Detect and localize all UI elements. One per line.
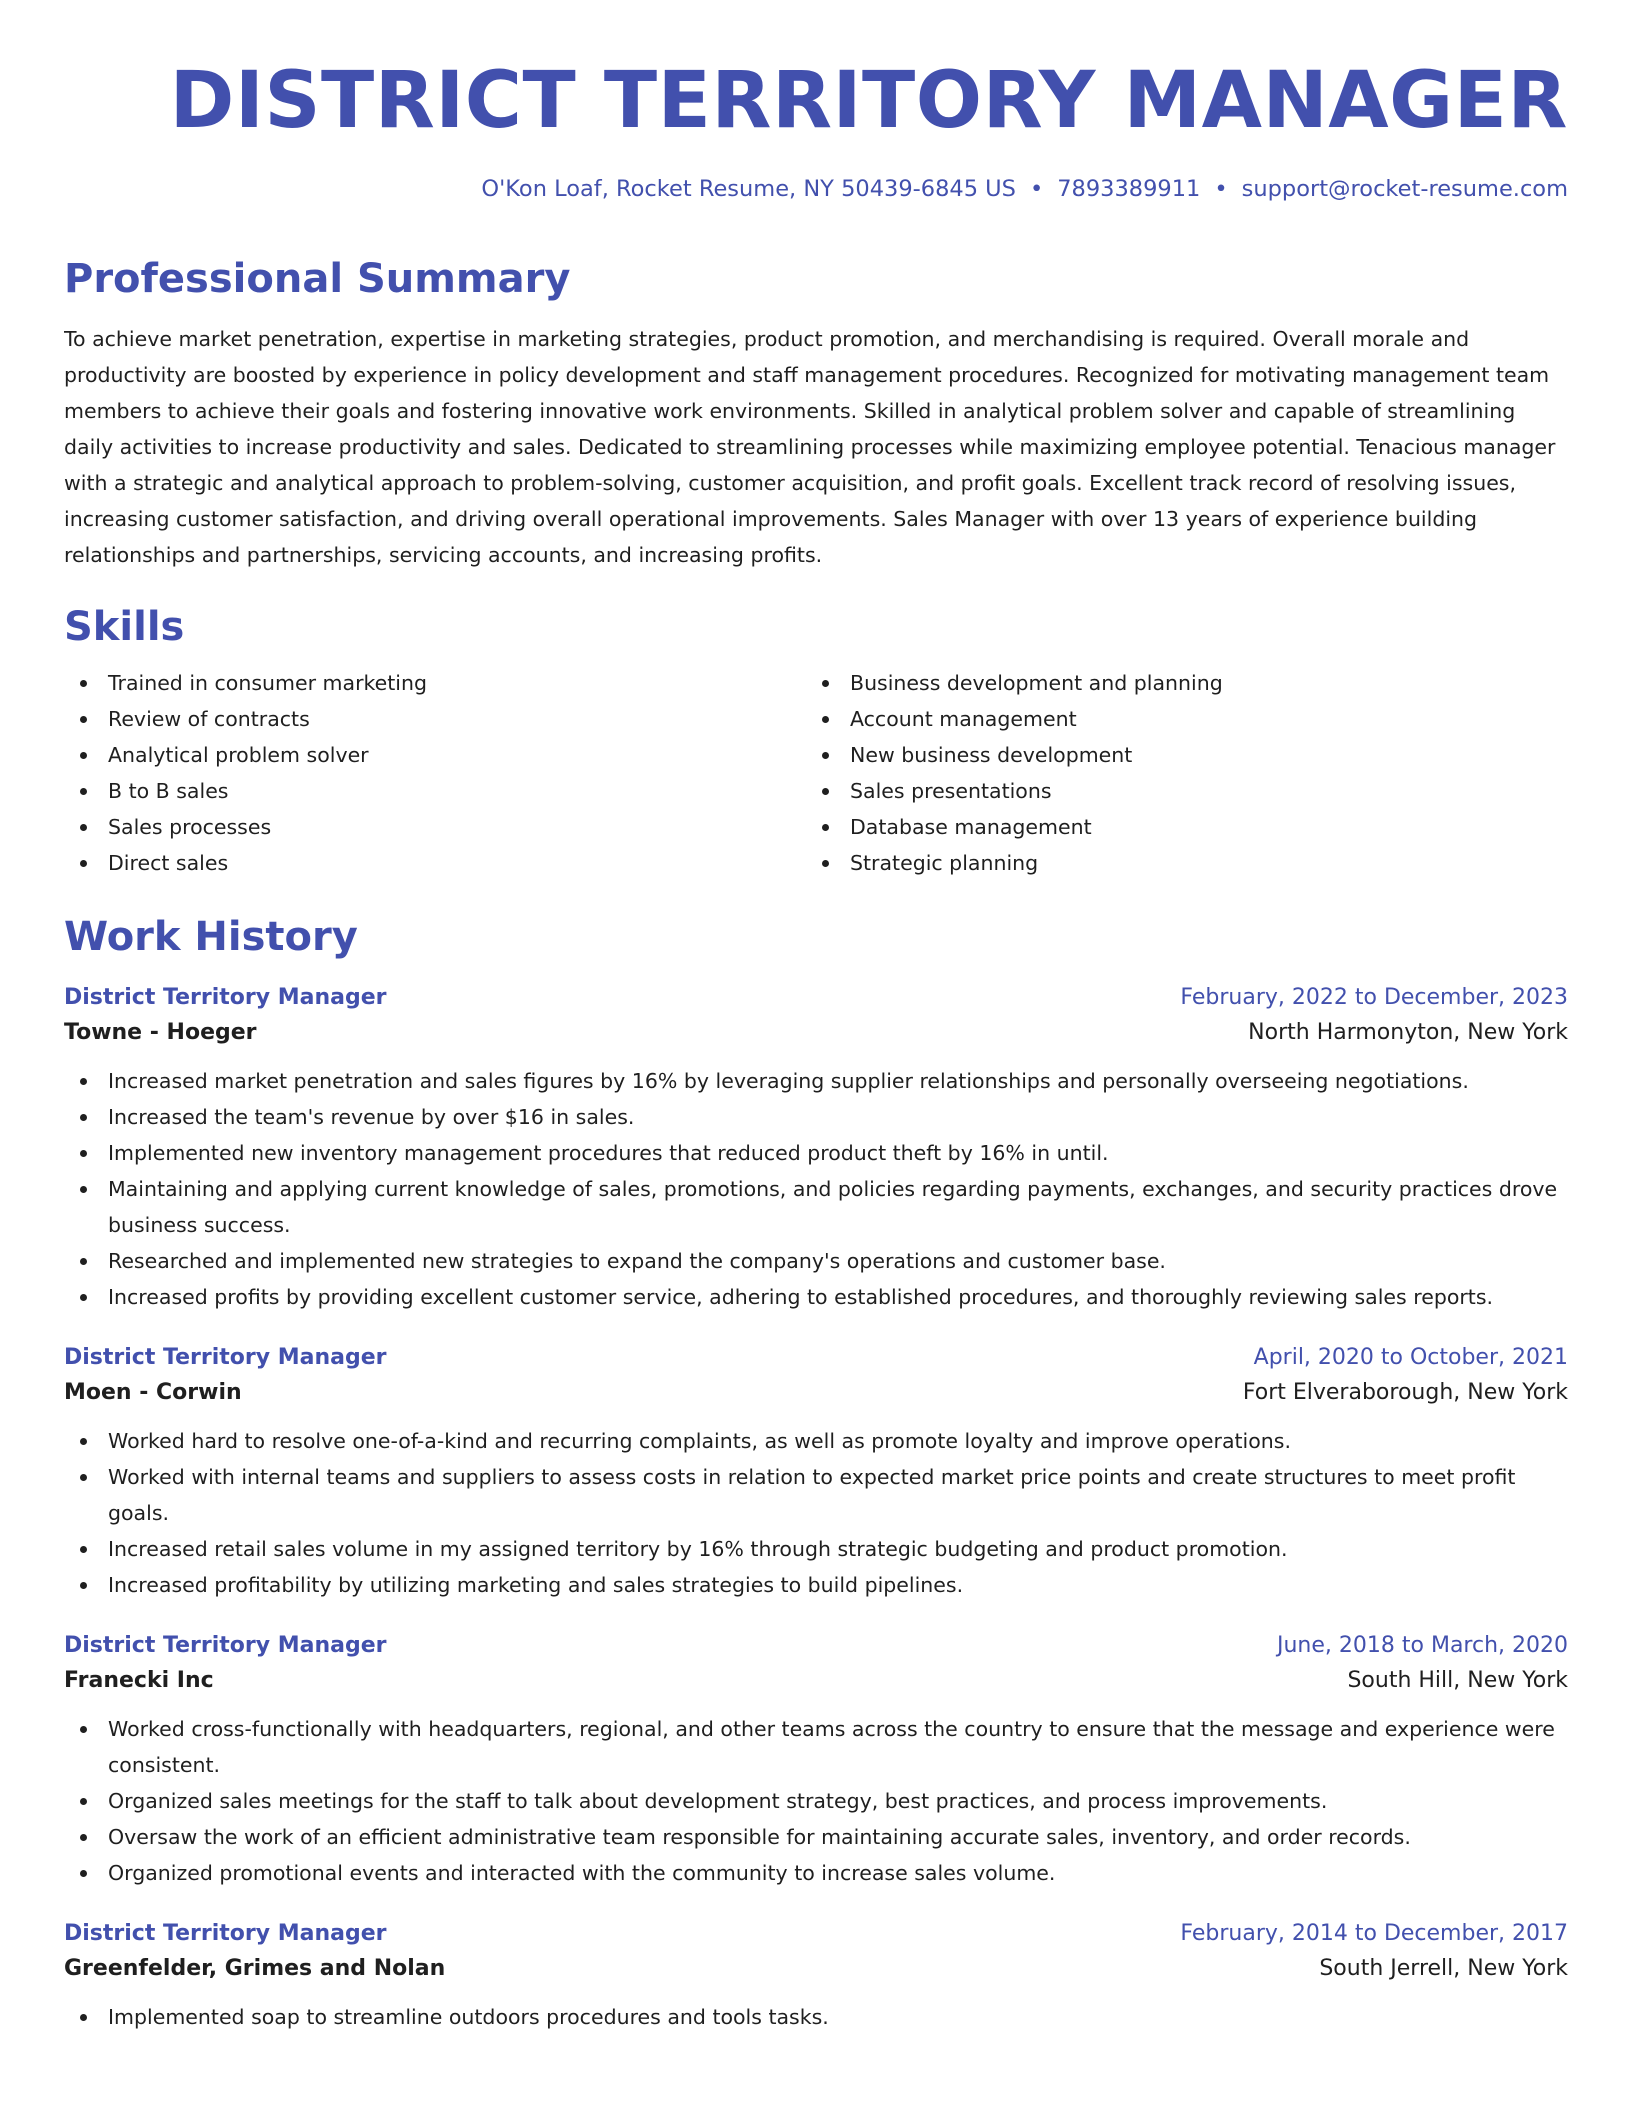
job-company: Greenfelder, Grimes and Nolan xyxy=(64,1955,446,1981)
contact-separator: • xyxy=(1029,176,1044,202)
job-bullet: Worked cross-functionally with headquarters, regional, and other teams across the country to ensure that the message and experience were consistent. xyxy=(64,1711,1568,1783)
job-bullets xyxy=(64,1711,1568,1891)
job-dates: February, 2022 to December, 2023 xyxy=(1180,984,1568,1010)
job-bullet: Organized promotional events and interacted with the community to increase sales volume. xyxy=(64,1855,1568,1891)
job-header xyxy=(64,1633,1568,1658)
job-subheader xyxy=(64,1380,1568,1405)
resume-name: DISTRICT TERRITORY MANAGER xyxy=(169,56,1568,146)
job-bullet: Implemented new inventory management procedures that reduced product theft by 16% in until. xyxy=(64,1135,1568,1171)
contact-separator: • xyxy=(1214,176,1228,202)
job-bullet: Maintaining and applying current knowledge of sales, promotions, and policies regarding payments, exchanges, and security practices drove business success. xyxy=(64,1171,1568,1243)
skill-item: B to B sales xyxy=(64,773,806,809)
job-bullet: Implemented soap to streamline outdoors procedures and tools tasks. xyxy=(64,1999,1568,2035)
job-subheader xyxy=(64,1956,1568,1981)
job-subheader xyxy=(64,1668,1568,1693)
job-bullet: Increased profitability by utilizing marketing and sales strategies to build pipelines. xyxy=(64,1567,1568,1603)
skill-item: Sales presentations xyxy=(806,773,1548,809)
skill-item: Sales processes xyxy=(64,809,806,845)
job-header xyxy=(64,1345,1568,1370)
job-title: District Territory Manager xyxy=(64,984,387,1010)
job-company: Franecki Inc xyxy=(64,1667,214,1693)
job-location: South Jerrell, New York xyxy=(1319,1955,1568,1981)
job-bullets xyxy=(64,1423,1568,1603)
job-entry xyxy=(64,1633,1568,1891)
contact-address: O'Kon Loaf, Rocket Resume, NY 50439-6845 US xyxy=(481,176,1016,202)
job-location: Fort Elveraborough, New York xyxy=(1242,1379,1568,1405)
work-history-heading: Work History xyxy=(64,913,358,960)
skill-item: Trained in consumer marketing xyxy=(64,665,806,701)
job-entry xyxy=(64,1921,1568,2035)
job-dates: April, 2020 to October, 2021 xyxy=(1253,1344,1568,1370)
contact-email[interactable]: support@rocket-resume.com xyxy=(1241,176,1568,202)
skill-item: Strategic planning xyxy=(806,845,1548,881)
job-bullets xyxy=(64,1063,1568,1315)
job-header xyxy=(64,1921,1568,1946)
skills-column-left xyxy=(64,665,806,881)
job-title: District Territory Manager xyxy=(64,1632,387,1658)
job-company: Moen - Corwin xyxy=(64,1379,242,1405)
job-dates: June, 2018 to March, 2020 xyxy=(1277,1632,1568,1658)
summary-text: To achieve market penetration, expertise in marketing strategies, product promotion, and merchandising is required. Overall morale and productivity are boosted by experience in policy development and staff management procedures. Recognized for motivating management team members to achieve their goals and fostering innovative work environments. Skilled in analytical problem solver and capable of streamlining daily activities to increase productivity and sales. Dedicated to streamlining processes while maximizing employee potential. Tenacious manager with a strategic and analytical approach to problem-solving, customer acquisition, and profit goals. Excellent track record of resolving issues, increasing customer satisfaction, and driving overall operational improvements. Sales Manager with over 13 years of experience building relationships and partnerships, servicing accounts, and increasing profits. xyxy=(64,326,1556,567)
job-dates: February, 2014 to December, 2017 xyxy=(1180,1920,1568,1946)
job-bullet: Increased profits by providing excellent customer service, adhering to established procedures, and thoroughly reviewing sales reports. xyxy=(64,1279,1568,1315)
resume-page xyxy=(64,0,1568,2112)
job-subheader xyxy=(64,1020,1568,1045)
job-entry xyxy=(64,985,1568,1315)
skills-heading: Skills xyxy=(64,603,185,650)
job-bullet: Oversaw the work of an efficient administrative team responsible for maintaining accurate sales, inventory, and order records. xyxy=(64,1819,1568,1855)
skill-item: Analytical problem solver xyxy=(64,737,806,773)
job-location: North Harmonyton, New York xyxy=(1248,1019,1568,1045)
skill-item: New business development xyxy=(806,737,1548,773)
job-bullet: Organized sales meetings for the staff to talk about development strategy, best practices, and process improvements. xyxy=(64,1783,1568,1819)
skill-item: Database management xyxy=(806,809,1548,845)
job-header xyxy=(64,985,1568,1010)
job-bullet: Researched and implemented new strategies to expand the company's operations and customer base. xyxy=(64,1243,1568,1279)
skill-item: Business development and planning xyxy=(806,665,1548,701)
skills-list xyxy=(64,665,1568,881)
skill-item: Account management xyxy=(806,701,1548,737)
contact-phone: 7893389911 xyxy=(1057,176,1201,202)
skill-item: Review of contracts xyxy=(64,701,806,737)
job-bullet: Increased market penetration and sales figures by 16% by leveraging supplier relationships and personally overseeing negotiations. xyxy=(64,1063,1568,1099)
skills-column-right xyxy=(806,665,1548,881)
summary-heading: Professional Summary xyxy=(64,255,571,302)
job-bullet: Worked hard to resolve one-of-a-kind and recurring complaints, as well as promote loyalty and improve operations. xyxy=(64,1423,1568,1459)
job-bullet: Increased the team's revenue by over $16 in sales. xyxy=(64,1099,1568,1135)
job-title: District Territory Manager xyxy=(64,1344,387,1370)
job-bullets xyxy=(64,1999,1568,2035)
job-title: District Territory Manager xyxy=(64,1920,387,1946)
job-entry xyxy=(64,1345,1568,1603)
skill-item: Direct sales xyxy=(64,845,806,881)
contact-line xyxy=(64,178,1568,201)
job-bullet: Worked with internal teams and suppliers to assess costs in relation to expected market price points and create structures to meet profit goals. xyxy=(64,1459,1568,1531)
job-bullet: Increased retail sales volume in my assigned territory by 16% through strategic budgeting and product promotion. xyxy=(64,1531,1568,1567)
job-location: South Hill, New York xyxy=(1347,1667,1568,1693)
job-company: Towne - Hoeger xyxy=(64,1019,257,1045)
work-history-list xyxy=(64,985,1568,2035)
